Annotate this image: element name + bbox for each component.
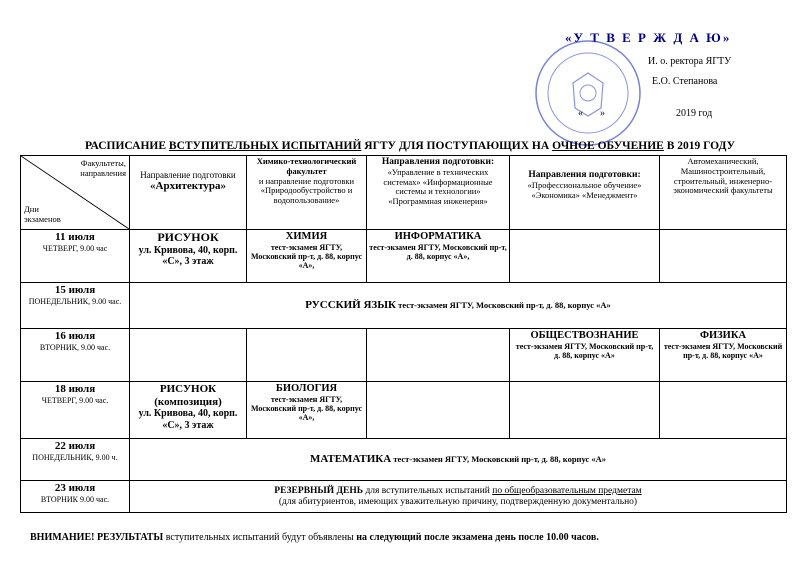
- exam-cell-wide: МАТЕМАТИКА тест-экзамен ЯГТУ, Московский пр-т, д. 88, корпус «А»: [130, 439, 787, 481]
- page-title: РАСПИСАНИЕ ВСТУПИТЕЛЬНЫХ ИСПЫТАНИЙ ЯГТУ ДЛЯ ПОСТУПАЮЩИХ НА ОЧНОЕ ОБУЧЕНИЕ В 2019 ГОДУ: [84, 140, 736, 152]
- table-row: [21, 283, 787, 329]
- corner-top-label: Факультеты, направления: [80, 158, 126, 178]
- approval-date-open: «: [578, 108, 583, 119]
- empty-cell: [247, 329, 367, 382]
- header-economics: Направления подготовки: «Профессиональное обучение» «Экономика» «Менеджмент»: [510, 156, 660, 230]
- approval-title: «У Т В Е Р Ж Д А Ю»: [565, 30, 732, 45]
- date-cell: 18 июля ЧЕТВЕРГ, 9.00 час.: [21, 382, 130, 439]
- date-cell: 15 июля ПОНЕДЕЛЬНИК, 9.00 час.: [21, 283, 130, 329]
- approval-date-year: 2019 год: [676, 108, 713, 119]
- table-row: [21, 230, 787, 283]
- table-row: [21, 439, 787, 481]
- header-other-faculties: Автомеханический, Машиностроительный, строительный, инженерно-экономический факультеты: [660, 156, 787, 230]
- header-informatics: Направления подготовки: «Управление в технических системах» «Информационные системы и технологии» «Программная инженерия»: [367, 156, 510, 230]
- reserve-day-cell: РЕЗЕРВНЫЙ ДЕНЬ для вступительных испытаний по общеобразовательным предметам (для абитуриентов, имеющих уважительную причину, подтвержденную документально): [130, 481, 787, 513]
- date-cell: 16 июля ВТОРНИК, 9.00 час.: [21, 329, 130, 382]
- exam-cell: РИСУНОК ул. Кривова, 40, корп. «С», 3 этаж: [130, 230, 247, 283]
- date-cell: 22 июля ПОНЕДЕЛЬНИК, 9.00 ч.: [21, 439, 130, 481]
- empty-cell: [130, 329, 247, 382]
- exam-cell: БИОЛОГИЯ тест-экзамен ЯГТУ, Московский пр-т, д. 88, корпус «А»,: [247, 382, 367, 439]
- empty-cell: [510, 382, 660, 439]
- table-row: [21, 481, 787, 513]
- empty-cell: [660, 230, 787, 283]
- date-cell: 23 июля ВТОРНИК 9.00 час.: [21, 481, 130, 513]
- official-stamp: [533, 38, 643, 148]
- approval-position: И. о. ректора ЯГТУ: [648, 56, 732, 67]
- corner-cell: [21, 156, 130, 230]
- header-architecture: Направление подготовки «Архитектура»: [130, 156, 247, 230]
- approval-name: Е.О. Степанова: [652, 76, 718, 87]
- empty-cell: [367, 382, 510, 439]
- exam-cell: ФИЗИКА тест-экзамен ЯГТУ, Московский пр-т, д. 88, корпус «А»: [660, 329, 787, 382]
- table-row: [21, 329, 787, 382]
- exam-cell: РИСУНОК (композиция) ул. Кривова, 40, корп. «С», 3 этаж: [130, 382, 247, 439]
- corner-bottom-label: Дни экзаменов: [24, 204, 61, 225]
- exam-cell: ОБЩЕСТВОЗНАНИЕ тест-экзамен ЯГТУ, Московский пр-т, д. 88, корпус «А»: [510, 329, 660, 382]
- empty-cell: [367, 329, 510, 382]
- header-chemistry: Химико-технологический факультет и направление подготовки «Природообустройство и водопользование»: [247, 156, 367, 230]
- results-note: ВНИМАНИЕ! РЕЗУЛЬТАТЫ вступительных испытаний будут объявлены на следующий после экзамена день после 10.00 часов.: [30, 532, 599, 543]
- date-cell: 11 июля ЧЕТВЕРГ, 9.00 час: [21, 230, 130, 283]
- exam-cell-wide: РУССКИЙ ЯЗЫК тест-экзамен ЯГТУ, Московский пр-т, д. 88, корпус «А»: [130, 283, 787, 329]
- empty-cell: [510, 230, 660, 283]
- schedule-table: [20, 155, 787, 513]
- empty-cell: [660, 382, 787, 439]
- exam-cell: ХИМИЯ тест-экзамен ЯГТУ, Московский пр-т, д. 88, корпус «А»,: [247, 230, 367, 283]
- table-header-row: [21, 156, 787, 230]
- table-row: [21, 382, 787, 439]
- exam-cell: ИНФОРМАТИКА тест-экзамен ЯГТУ, Московский пр-т, д. 88, корпус «А»,: [367, 230, 510, 283]
- approval-date-close: »: [600, 108, 605, 119]
